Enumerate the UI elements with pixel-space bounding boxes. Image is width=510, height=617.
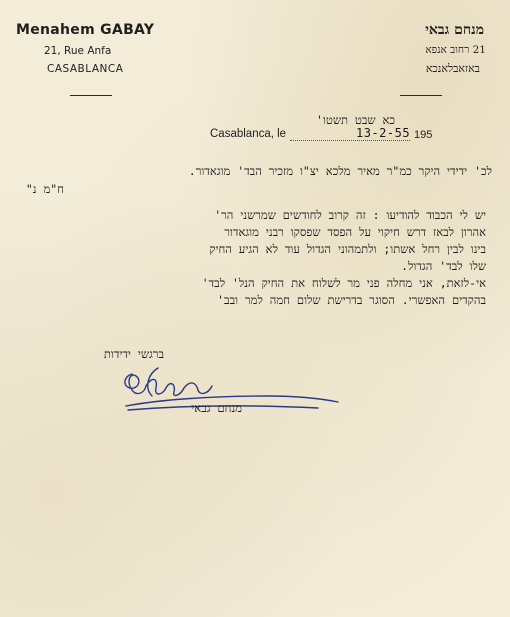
handwritten-signature <box>118 366 358 426</box>
letterhead-city-latin: CASABLANCA <box>47 63 124 75</box>
dateline-place: Casablanca, le <box>210 128 287 140</box>
letterhead-name-hebrew: מנחם גבאי <box>425 22 484 38</box>
closing-salutation: ברגשי ידידות <box>103 347 164 361</box>
body-line: בינו לבין רחל אשתו; ולתמהוני הגדול עוד לא הגיע החיק <box>209 242 486 256</box>
letterhead-address-latin: 21, Rue Anfa <box>44 45 112 57</box>
letterhead-city-hebrew: באזאבלאנכא <box>425 62 480 75</box>
body-line-greeting: ח"מ נ" <box>25 182 64 196</box>
letterhead-name-latin: Menahem GABAY <box>16 22 155 38</box>
body-line: אהרון לבאז דרש חיקוי על הפסד שפסקו רבני מוגאדור <box>224 225 486 239</box>
hebrew-date: כא שבט תשטו' <box>316 113 395 127</box>
body-line-address: לכ' ידידי היקר כמ"ר מאיר מלכא יצ"ו מזכיר הבד' מוגאדור. <box>188 164 492 178</box>
body-line: אי-לזאת, אני מחלה פני מר לשלוח את החיק הנל' לבד' <box>201 276 486 290</box>
dateline-date: 13-2-55 <box>356 126 411 140</box>
body-line: בהקדים האפשרי. הסוגר בדרישת שלום חמה למר ובב' <box>217 293 486 307</box>
letterhead-divider-right <box>400 95 442 96</box>
signer-name: מנחם גבאי <box>191 401 242 415</box>
letterhead-address-hebrew: 21 רחוב אנפא <box>425 44 486 56</box>
body-line: יש לי הכבוד להודיעו : זה קרוב לחודשים שמרשני הר' <box>214 208 486 222</box>
letterhead-divider-left <box>70 95 112 96</box>
dateline-dotted-rule <box>290 140 410 141</box>
body-line: שלו לבד' הגדול. <box>401 259 486 273</box>
dateline-year-prefix: 195 <box>414 129 433 141</box>
